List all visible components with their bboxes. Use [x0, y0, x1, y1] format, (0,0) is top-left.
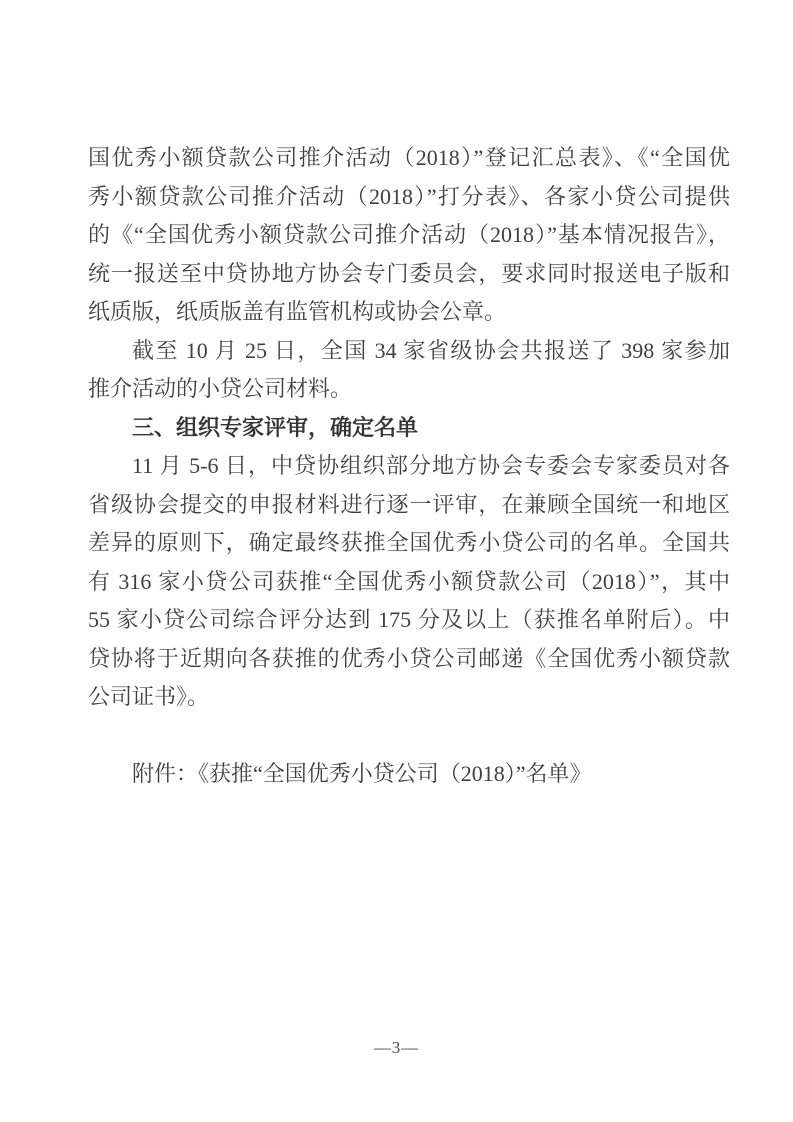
text-line: 11 月 5-6 日，中贷协组织部分地方协会专委会专家委员对各 — [132, 453, 730, 478]
text-line: 附件：《获推“全国优秀小贷公司（2018）”名单》 — [132, 761, 592, 786]
section-heading: 三、组织专家评审，确定名单 — [132, 414, 419, 440]
text-line: 省级协会提交的申报材料进行逐一评审，在兼顾全国统一和地区 — [88, 491, 730, 517]
text-line: 统一报送至中贷协地方协会专门委员会，要求同时报送电子版和 — [88, 260, 730, 286]
document-body — [88, 139, 730, 794]
text-line: 推介活动的小贷公司材料。 — [88, 376, 353, 401]
text-line: 贷协将于近期向各获推的优秀小贷公司邮递《全国优秀小额贷款 — [88, 645, 730, 671]
text-line: 有 316 家小贷公司获推“全国优秀小额贷款公司（2018）”，其中 — [88, 568, 730, 594]
text-line: 55 家小贷公司综合评分达到 175 分及以上（获推名单附后）。中 — [88, 607, 730, 632]
text-line: 的《“全国优秀小额贷款公司推介活动（2018）”基本情况报告》， — [88, 222, 730, 247]
text-line: 差异的原则下，确定最终获推全国优秀小贷公司的名单。全国共 — [88, 530, 730, 555]
text-line: 国优秀小额贷款公司推介活动（2018）”登记汇总表》、《“全国优 — [88, 145, 730, 170]
text-line: 截至 10 月 25 日，全国 34 家省级协会共报送了 398 家参加 — [132, 337, 730, 363]
page-footer — [0, 1038, 793, 1058]
text-line: 秀小额贷款公司推介活动（2018）”打分表》、各家小贷公司提供 — [88, 183, 730, 209]
text-line: 公司证书》。 — [88, 684, 210, 709]
page-number: —3— — [373, 1038, 420, 1057]
text-line: 纸质版，纸质版盖有监管机构或协会公章。 — [88, 299, 507, 324]
